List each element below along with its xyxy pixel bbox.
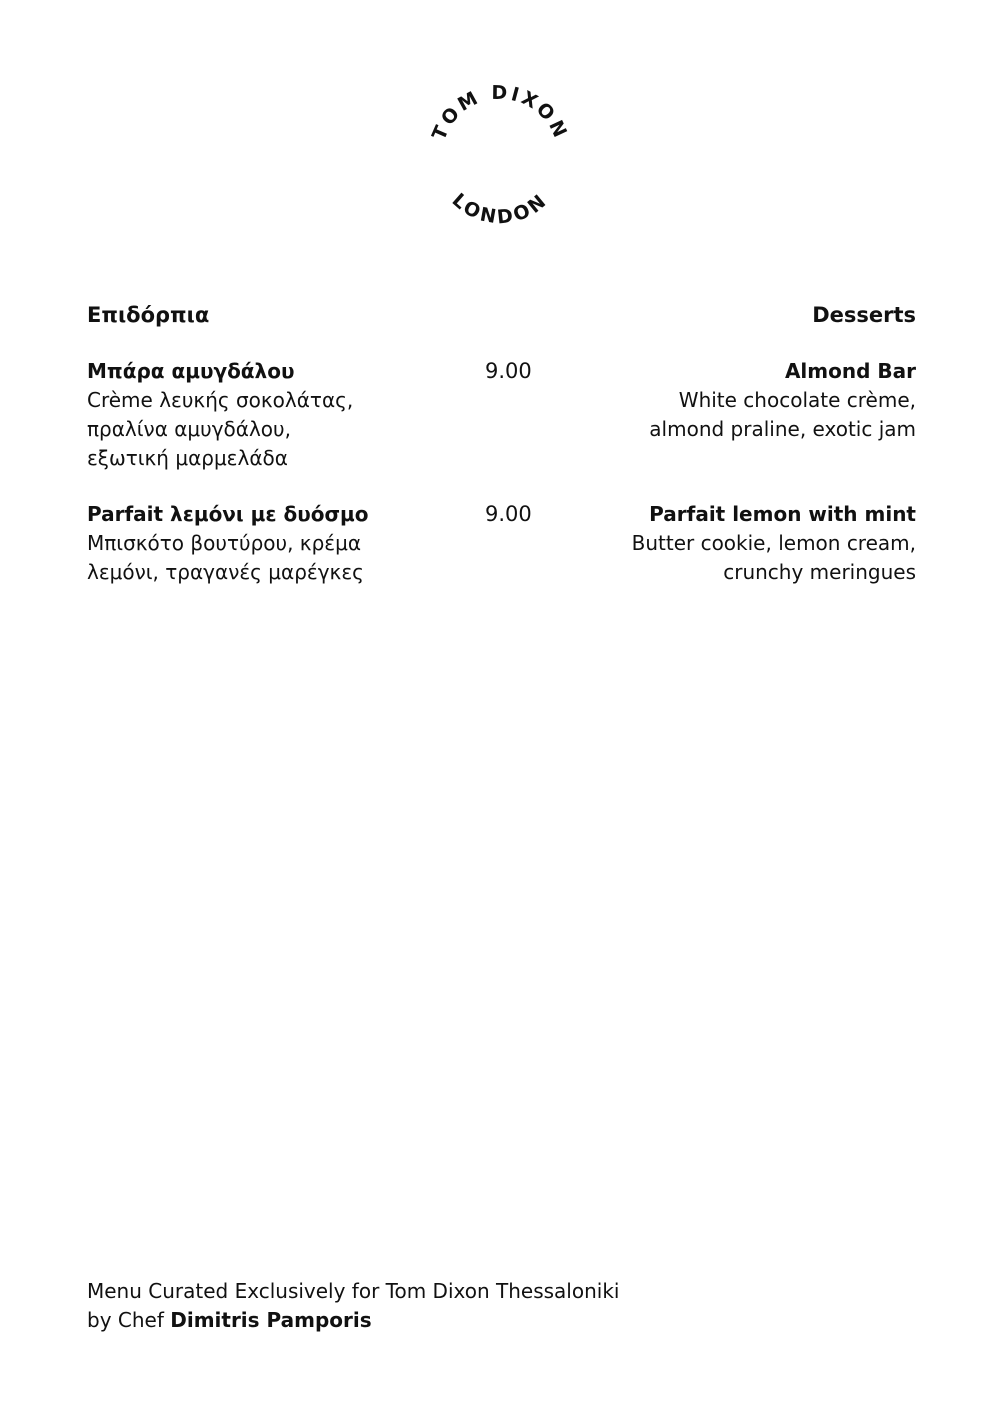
item-name-greek: Parfait λεμόνι με δυόσμο xyxy=(87,502,369,526)
menu-item xyxy=(87,357,916,473)
menu-item-english xyxy=(556,357,916,444)
item-description-line: πραλίνα αμυγδάλου, xyxy=(87,417,291,441)
tom-dixon-logo xyxy=(420,77,580,237)
section-header xyxy=(87,300,916,330)
item-description-line: White chocolate crème, xyxy=(678,388,916,412)
item-description-line: λεμόνι, τραγανές μαρέγκες xyxy=(87,560,364,584)
section-title-greek: Επιδόρπια xyxy=(87,303,210,327)
item-description-line: crunchy meringues xyxy=(723,560,916,584)
item-description-line: Butter cookie, lemon cream, xyxy=(631,531,916,555)
item-description-line: almond praline, exotic jam xyxy=(649,417,916,441)
item-name-greek: Μπάρα αμυγδάλου xyxy=(87,359,295,383)
footer-curated-line: Menu Curated Exclusively for Tom Dixon Thessaloniki xyxy=(87,1279,620,1303)
footer-chef-line xyxy=(87,1306,619,1335)
item-description-line: Crème λευκής σοκολάτας, xyxy=(87,388,354,412)
item-description-greek xyxy=(87,386,447,473)
item-price: 9.00 xyxy=(485,359,532,383)
item-name-english: Parfait lemon with mint xyxy=(649,502,916,526)
item-name-english: Almond Bar xyxy=(784,359,916,383)
item-price: 9.00 xyxy=(485,502,532,526)
menu-item-greek xyxy=(87,500,447,587)
menu-footer xyxy=(87,1277,619,1335)
item-description-line: εξωτική μαρμελάδα xyxy=(87,446,288,470)
item-description-english xyxy=(556,386,916,444)
item-description-line: Μπισκότο βουτύρου, κρέμα xyxy=(87,531,362,555)
menu-item-english xyxy=(556,500,916,587)
section-title-english: Desserts xyxy=(812,303,916,327)
item-description-english xyxy=(556,529,916,587)
menu-item-greek xyxy=(87,357,447,473)
chef-name: Dimitris Pamporis xyxy=(170,1308,372,1332)
logo-seal xyxy=(420,77,580,237)
footer-chef-prefix: by Chef xyxy=(87,1308,171,1332)
logo-text-bottom: LONDON xyxy=(447,188,553,229)
logo-text-top: TOM DIXON xyxy=(427,81,573,144)
item-description-greek xyxy=(87,529,447,587)
menu-items xyxy=(87,357,916,587)
menu-item xyxy=(87,500,916,587)
